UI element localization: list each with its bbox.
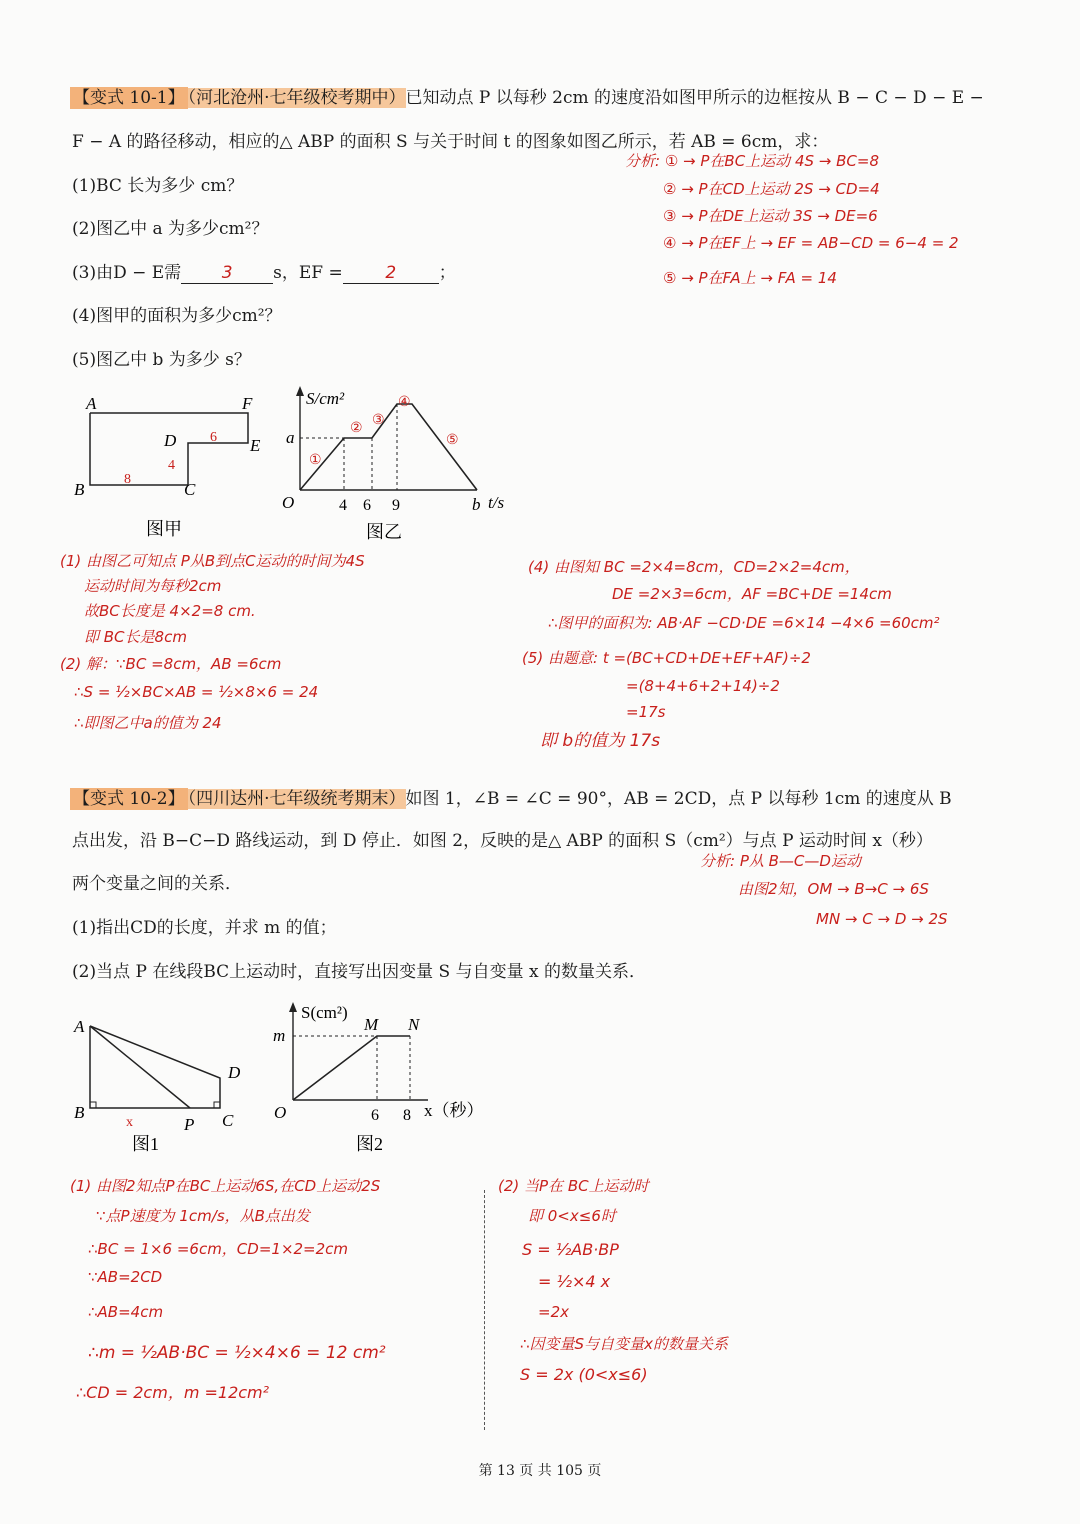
figure-yi-caption: 图乙: [366, 522, 402, 542]
p1-analysis-3: ③ → P在DE上运动 3S → DE=6: [663, 207, 878, 225]
graph-circle-4: ④: [398, 395, 411, 410]
p2-sol-left-2: ∵点P速度为 1cm/s，从B点出发: [96, 1207, 310, 1225]
point-A: A: [86, 394, 97, 413]
p1-sol-right-7: 即 b的值为 17s: [540, 731, 661, 751]
fig1-point-A: A: [74, 1017, 85, 1036]
fig1-label-x: x: [126, 1115, 133, 1130]
graph-yi-b: b: [472, 495, 481, 514]
q3-text-b: s，EF =: [273, 263, 343, 283]
fig1-point-C: C: [222, 1111, 234, 1130]
p1-sol-left-4: 即 BC长是8cm: [84, 628, 187, 646]
graph-circle-1: ①: [309, 453, 322, 468]
graph-yi-tick-4: 4: [339, 497, 347, 514]
p1-sol-right-3: ∴图甲的面积为: AB·AF −CD·DE =6×14 −4×6 =60cm²: [548, 614, 940, 632]
figure-jia-caption: 图甲: [146, 519, 182, 539]
p2-sol-left-1: (1) 由图2知点P在BC上运动6S,在CD上运动2S: [70, 1177, 381, 1195]
point-B: B: [74, 480, 85, 499]
p1-sol-right-6: =17s: [626, 703, 666, 721]
problem-1-intro-a: 已知动点 P 以每秒 2cm 的速度沿如图甲所示的边框按从 B − C − D − E −: [405, 88, 984, 108]
problem-2-intro-line-1: [70, 784, 952, 809]
p1-analysis-5: ⑤ → P在FA上 → FA = 14: [663, 269, 837, 287]
p2-sol-left-3: ∴BC = 1×6 =6cm，CD=1×2=2cm: [88, 1240, 349, 1258]
problem-1-tag: 【变式 10-1】: [70, 87, 188, 109]
p1-sol-left-7: ∴即图乙中a的值为 24: [74, 714, 222, 732]
graph2-tick-8: 8: [403, 1107, 411, 1124]
problem-2-tag: 【变式 10-2】: [70, 788, 188, 810]
p2-sol-left-5: ∴AB=4cm: [88, 1303, 164, 1321]
point-D: D: [164, 431, 177, 450]
p1-sol-left-1: (1) 由图乙可知点 P从B到点C运动的时间为4S: [60, 552, 365, 570]
label-cd: 4: [168, 458, 175, 473]
fig1-point-D: D: [228, 1063, 241, 1082]
problem-2-intro-b: 点出发，沿 B−C−D 路线运动，到 D 停止．如图 2，反映的是△ ABP 的面积 S（cm²）与点 P 运动时间 x（秒）: [72, 831, 933, 851]
p2-sol-right-3: S = ½AB·BP: [522, 1240, 619, 1259]
problem-1-question-1: (1)BC 长为多少 cm？: [72, 176, 244, 196]
figure-2-caption: 图2: [356, 1134, 383, 1154]
p2-sol-right-5: =2x: [538, 1303, 569, 1321]
p2-sol-right-4: = ½×4 x: [538, 1272, 611, 1291]
graph2-m: m: [273, 1026, 286, 1045]
p2-sol-right-2: 即 0<x≤6时: [528, 1207, 616, 1225]
problem-2-intro-c: 两个变量之间的关系．: [72, 874, 242, 894]
p2-sol-left-4: ∵AB=2CD: [88, 1268, 163, 1286]
q3-text-c: ；: [438, 263, 456, 283]
problem-1-intro-line-1: [70, 83, 984, 108]
problem-2-question-2: (2)当点 P 在线段BC上运动时，直接写出因变量 S 与自变量 x 的数量关系．: [72, 962, 646, 982]
p1-sol-left-3: 故BC长度是 4×2=8 cm.: [84, 602, 256, 620]
p2-analysis-3: MN → C → D → 2S: [816, 910, 948, 928]
p1-sol-left-5: (2) 解：∵BC =8cm，AB =6cm: [60, 655, 282, 673]
p2-analysis-2: 由图2知，OM → B→C → 6S: [738, 880, 929, 898]
label-bc: 8: [124, 472, 131, 487]
page-footer: 第 13 页 共 105 页: [478, 1463, 602, 1479]
problem-1-question-4: (4)图甲的面积为多少cm²？: [72, 306, 282, 326]
graph-yi-tick-9: 9: [392, 497, 400, 514]
graph-yi-xlabel: t/s: [488, 493, 505, 512]
figure-1-shape: [60, 1010, 260, 1160]
q3-answer-blank-1: 3: [181, 263, 273, 284]
problem-1-question-3: [72, 258, 456, 284]
p2-sol-left-6: ∴m = ½AB·BC = ½×4×6 = 12 cm²: [88, 1343, 386, 1363]
label-de: 6: [210, 430, 217, 445]
p1-sol-right-5: =(8+4+6+2+14)÷2: [626, 677, 780, 695]
problem-2-intro-a: 如图 1，∠B = ∠C = 90°，AB = 2CD，点 P 以每秒 1cm 的速度从 B: [405, 789, 952, 809]
p2-sol-right-6: ∴因变量S与自变量x的数量关系: [520, 1335, 728, 1353]
graph2-tick-6: 6: [371, 1107, 379, 1124]
graph-circle-3: ③: [372, 413, 385, 428]
p1-sol-right-2: DE =2×3=6cm，AF =BC+DE =14cm: [612, 585, 892, 603]
point-E: E: [250, 436, 261, 455]
graph-circle-2: ②: [350, 421, 363, 436]
point-F: F: [242, 394, 253, 413]
column-divider: [484, 1190, 485, 1430]
figure-1-caption: 图1: [132, 1134, 159, 1154]
figure-yi-graph: [272, 380, 532, 545]
p2-sol-left-7: ∴CD = 2cm，m =12cm²: [76, 1383, 270, 1402]
p1-analysis-2: ② → P在CD上运动 2S → CD=4: [663, 180, 880, 198]
p2-sol-right-7: S = 2x (0<x≤6): [520, 1365, 648, 1384]
graph2-N: N: [408, 1015, 420, 1034]
fig1-point-B: B: [74, 1103, 85, 1122]
graph-yi-tick-6: 6: [363, 497, 371, 514]
graph2-xlabel: x（秒）: [424, 1101, 484, 1120]
p1-sol-left-6: ∴S = ½×BC×AB = ½×8×6 = 24: [74, 683, 319, 701]
p1-sol-right-1: (4) 由图知 BC =2×4=8cm，CD=2×2=4cm，: [528, 558, 860, 576]
p1-sol-right-4: (5) 由题意: t =(BC+CD+DE+EF+AF)÷2: [522, 649, 811, 667]
graph-yi-ylabel: S/cm²: [306, 389, 345, 408]
graph2-ylabel: S(cm²): [301, 1003, 348, 1022]
p1-sol-left-2: 运动时间为每秒2cm: [84, 577, 222, 595]
fig1-point-P: P: [184, 1115, 195, 1134]
problem-1-intro-b: F − A 的路径移动，相应的△ ABP 的面积 S 与关于时间 t 的图象如图乙所示，若 AB = 6cm，求：: [72, 132, 829, 152]
graph-yi-a: a: [286, 428, 295, 447]
problem-1-question-2: (2)图乙中 a 为多少cm²？: [72, 219, 269, 239]
figure-2-graph: [268, 996, 508, 1166]
p2-analysis-1: 分析: P从 B—C—D运动: [700, 852, 861, 870]
problem-2-question-1: (1)指出CD的长度，并求 m 的值；: [72, 918, 337, 938]
graph-circle-5: ⑤: [446, 433, 459, 448]
graph2-M: M: [364, 1015, 379, 1034]
p2-sol-right-1: (2) 当P在 BC上运动时: [498, 1177, 649, 1195]
problem-2-source: （四川达州·七年级统考期末）: [187, 789, 406, 809]
graph-yi-origin: O: [282, 493, 295, 512]
p1-analysis-4: ④ → P在EF上 → EF = AB−CD = 6−4 = 2: [663, 234, 959, 252]
p1-analysis-1: 分析: ① → P在BC上运动 4S → BC=8: [625, 152, 879, 170]
problem-1-source: （河北沧州·七年级校考期中）: [187, 88, 406, 108]
q3-text-a: (3)由D − E需: [72, 263, 182, 283]
figure-jia-shape: [60, 385, 280, 545]
graph2-origin: O: [274, 1103, 287, 1122]
point-C: C: [184, 480, 196, 499]
problem-1-question-5: (5)图乙中 b 为多少 s？: [72, 350, 251, 370]
q3-answer-blank-2: 2: [343, 263, 439, 284]
